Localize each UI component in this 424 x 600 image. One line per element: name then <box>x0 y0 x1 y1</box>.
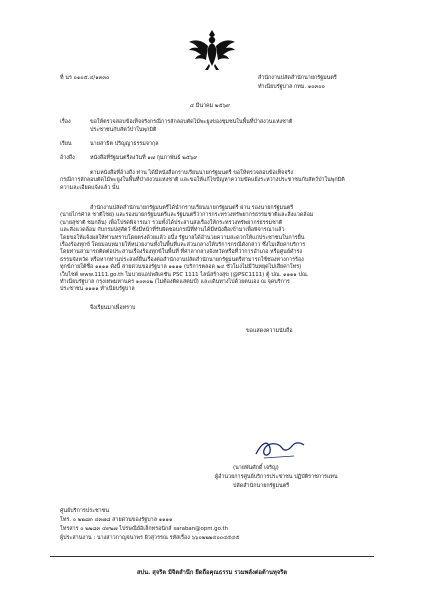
letter-date: ๔ มีนาคม ๒๕๖๙ <box>190 103 230 109</box>
addressee-name: นายสาธิต ปริญญาธรรมจากุล <box>90 141 159 147</box>
signatory-name: (นายพันศักดิ์ เจริญ) <box>233 465 279 471</box>
subject-line-1: ขอให้ตรวจสอบข้อเท็จจริงกรณีการลักลอบตัดไม้พะยูงของชุมชนในพื้นที่ป่าสงวนแห่งชาติ <box>90 119 293 125</box>
subject-line-2: ประชาชนกับสัตว์ป่าในพุกมิติ <box>90 127 157 133</box>
paragraph-line: ทำเนียบรัฐบาล กรุงเทพมหานคร ๑๐๓๐๒ (ไม่ต้องติดแสตมป์) และเดินทางไปด้วยตนเอง ณ จุดบริการ <box>60 279 290 286</box>
paragraph-line: (นายสุชาติ ชมกลิ่น) เพื่อโปรดพิจารณา รวมทั้งได้ประสานส่งเรื่องให้กระทรวงทรัพยากรธรรมชาติ <box>60 219 283 226</box>
paragraph-line: โดยขอให้แจ้งผลให้ท่านทราบโดยตรงด้วยแล้ว อนึ่ง รัฐบาลได้อำนวยความสะดวกให้แก่ประชาชนในการยื่น <box>60 234 305 241</box>
paragraph-line: ธรรมจังหวัด หรือหากท่านประสงค์ยื่นเรื่องต่อสำนักงานปลัดสำนักนายกรัฐมนตรีสามารถใช้ช่องทางการร้อง <box>60 256 304 263</box>
body-paragraph-2 <box>60 205 313 294</box>
signatory-title-1: ผู้อำนวยการศูนย์บริการประชาชน ปฏิบัติราชการแทน <box>215 474 338 480</box>
paragraph-line: และสิ่งแวดล้อม กับกรมปศุสัตว์ ซึ่งมีหน้าที่รับผิดชอบกรณีที่ท่านได้มีหนังสือเข้ามาเพื่อพิจารณาแล้ว <box>60 227 285 234</box>
contact-phone: โทร. ๐ ๒๒๘๓ ๔๓๗๘ สายด่วนของรัฐบาล ๑๑๑๑ <box>60 517 173 523</box>
paragraph-line: ทุกข์ภายใต้ชื่อ ๑๑๑๑ ดังนี้ สายด่วนของรัฐบาล ๑๑๑๑ (บริการตลอด ๒๔ ชั่วโมงไม่มีวันหยุดไม่เสียค่าโทร) <box>60 264 302 271</box>
signatory-title-2: ปลัดสำนักนายกรัฐมนตรี <box>233 483 290 489</box>
paragraph-line: กรณีการลักลอบตัดไม้พะยูงในพื้นที่ป่าสงวนแห่งชาติ และขอให้แก้ไขปัญหาความขัดแย้งระหว่างประชาชนกับสัตว์ป่าในพุกมิติ <box>60 177 345 184</box>
body-paragraph-1 <box>60 170 345 192</box>
reference-label: อ้างถึง <box>60 155 75 161</box>
closing-request: จึงเรียนมาเพื่อทราบ <box>90 305 136 311</box>
garuda-emblem-icon <box>188 28 236 72</box>
paragraph-line: โดยท่านสามารถติดต่อประสานเรื่องร้องทุกข์ในพื้นที่ ที่ศาลากลางจังหวัดหรือที่ว่าการอำเภอ หรือศูนย์ดำรง <box>60 249 303 256</box>
document-number: ที่ นร ๐๑๐๕.๔/๑๓๓๐ <box>60 75 110 81</box>
paragraph-line: สำนักงานปลัดสำนักนายกรัฐมนตรีได้นำกราบเรียนนายกรัฐมนตรี ผ่าน รองนายกรัฐมนตรี <box>90 205 294 211</box>
footer-slogan: สปน. สุจริต มีจิตสำนึก ยึดถือคุณธรรม รวมพลังต่อต้านทุจริต <box>136 570 288 576</box>
paragraph-line: (นายไกรศาล ชาติไชย) และรองนายกรัฐมนตรีและรัฐมนตรีว่าการกระทรวงทรัพยากรธรรมชาติและสิ่งแวดล้อม <box>60 212 314 219</box>
footer-divider <box>50 556 374 557</box>
closing-phrase: ขอแสดงความนับถือ <box>246 328 293 334</box>
paragraph-line: ตามหนังสือที่อ้างถึง ท่าน ได้มีหนังสือกราบเรียนนายกรัฐมนตรี ขอให้ตรวจสอบข้อเท็จจริง <box>90 170 294 176</box>
paragraph-line: เว็บไซต์ www.1111.go.th ไมบายแอปพลิเคชัน PSC 1111 ไลน์สร้างสุข (@PSC1111) ตู้ ปณ. ๑๑๑๑ ปณ. <box>60 271 309 278</box>
signature-icon <box>250 436 310 462</box>
contact-coordinator: ผู้ประสานงาน : นางสาวกาญจนาพร ผิวสุวรรณ รหัสเรื่อง ๖๖๐๒๒๒๔๐๐๔๕๔๕ <box>60 535 240 541</box>
addressee-label: เรียน <box>60 141 72 147</box>
contact-fax-email: โทรสาร ๐ ๒๒๘๓ ๔๙๒๗ ไปรษณีย์อิเล็กทรอนิกส์ saraban@opm.go.th <box>60 526 229 532</box>
agency-name: สำนักงานปลัดสำนักนายกรัฐมนตรี <box>258 75 337 81</box>
paragraph-line: เรื่องร้องทุกข์ โดยมอบหมายให้หน่วยงานทั้งในพื้นที่และส่วนกลางให้บริการกรณีดังกล่าว ซึ่งไม่เสียค่าบริการ <box>60 242 306 249</box>
reference-value: หนังสือที่รัฐมนตรีลงวันที่ ๑๗ กุมภาพันธ์ ๒๕๖๙ <box>90 155 198 161</box>
paragraph-line: ความละเอียดแจ้งแล้ว นั้น <box>60 184 120 191</box>
agency-address: ทำเนียบรัฐบาล กทม. ๑๐๓๐๐ <box>258 84 325 90</box>
contact-unit: ศูนย์บริการประชาชน <box>60 508 110 514</box>
paragraph-line: ประชาชน ๑๑๑๑ ทำเนียบรัฐบาล <box>60 286 135 293</box>
subject-label: เรื่อง <box>60 119 71 125</box>
